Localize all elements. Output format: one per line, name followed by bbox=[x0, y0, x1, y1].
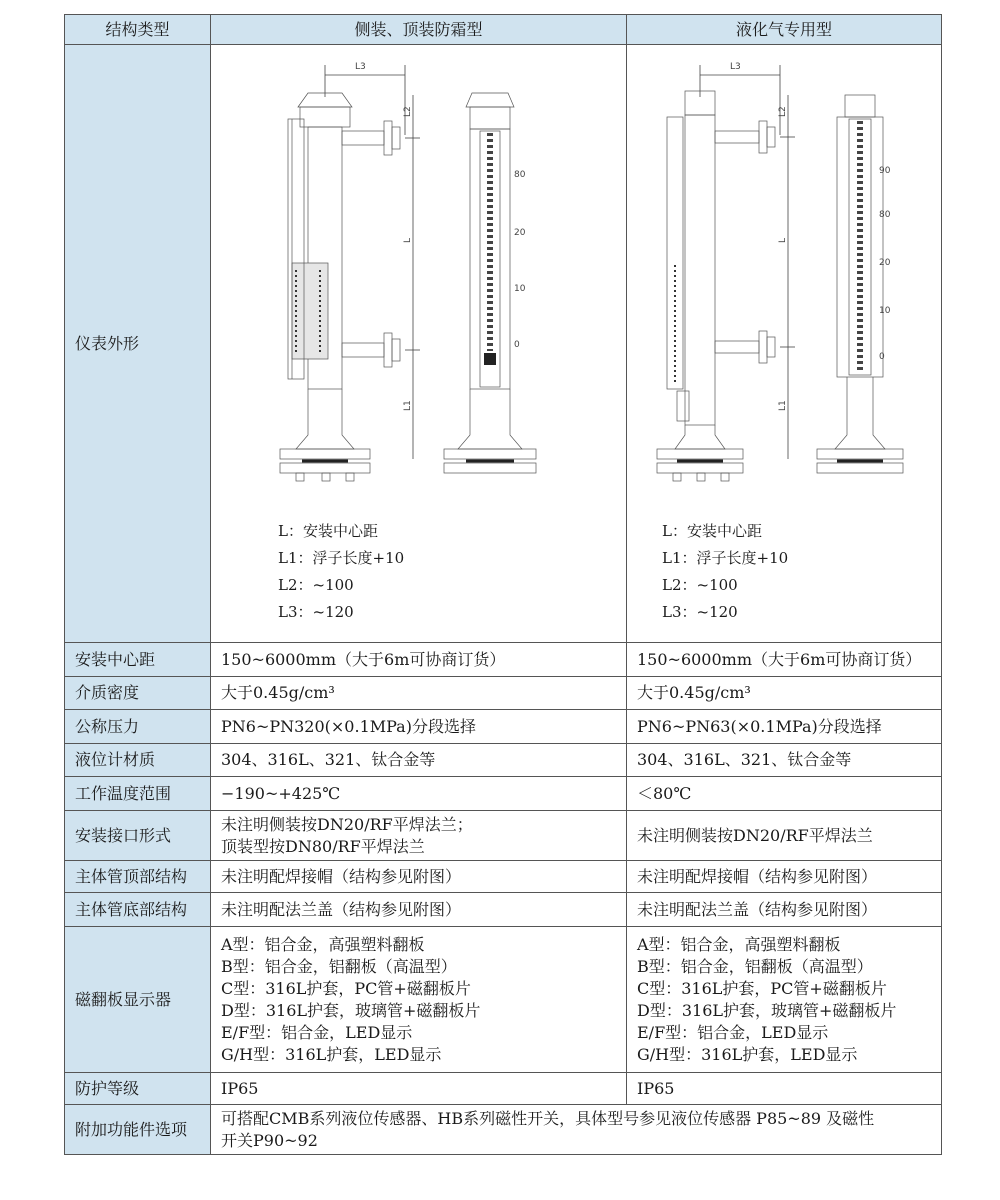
spec-row-label: 防护等级 bbox=[65, 1073, 211, 1105]
spec-value-left bbox=[211, 744, 627, 777]
spec-value-left bbox=[211, 1073, 627, 1105]
extra-row bbox=[65, 1105, 942, 1155]
spec-value-line: 顶装型按DN80/RF平焊法兰 bbox=[221, 836, 425, 856]
spec-row bbox=[65, 777, 942, 811]
spec-row bbox=[65, 811, 942, 861]
spec-value-line: 未注明配法兰盖（结构参见附图） bbox=[637, 899, 878, 919]
scale-left bbox=[514, 170, 526, 350]
spec-value-line: ＜80℃ bbox=[637, 783, 692, 803]
extra-line-2: 开关P90~92 bbox=[221, 1130, 318, 1150]
spec-value-left bbox=[211, 777, 627, 811]
spec-value-right bbox=[627, 893, 942, 927]
scale-right-80: 80 bbox=[879, 210, 891, 220]
spec-row-label: 安装接口形式 bbox=[65, 811, 211, 861]
spec-value-left bbox=[211, 677, 627, 710]
legend-right bbox=[662, 518, 788, 626]
legend-left-l: L：安装中心距 bbox=[278, 522, 378, 540]
legend-right-l: L：安装中心距 bbox=[662, 522, 762, 540]
spec-row-label: 工作温度范围 bbox=[65, 777, 211, 811]
scale-right-10: 10 bbox=[879, 306, 891, 316]
dim-l1-right: L1 bbox=[778, 400, 788, 411]
spec-value-line: A型：铝合金，高强塑料翻板 bbox=[637, 934, 841, 954]
spec-value-right bbox=[627, 710, 942, 744]
spec-row-label: 安装中心距 bbox=[65, 643, 211, 677]
spec-value-line: IP65 bbox=[637, 1078, 675, 1098]
spec-row bbox=[65, 893, 942, 927]
scale-left-80: 80 bbox=[514, 170, 526, 180]
spec-value-line: G/H型：316L护套，LED显示 bbox=[637, 1044, 858, 1064]
spec-value-line: D型：316L护套，玻璃管+磁翻板片 bbox=[637, 1000, 897, 1020]
spec-row bbox=[65, 744, 942, 777]
spec-value-left bbox=[211, 643, 627, 677]
scale-left-0: 0 bbox=[514, 340, 520, 350]
spec-row-label: 介质密度 bbox=[65, 677, 211, 710]
header-type: 结构类型 bbox=[65, 15, 211, 45]
spec-value-right bbox=[627, 811, 942, 861]
spec-row bbox=[65, 861, 942, 893]
scale-left-10: 10 bbox=[514, 284, 526, 294]
spec-value-line: 150~6000mm（大于6m可协商订货） bbox=[637, 649, 922, 669]
spec-value-line: E/F型：铝合金，LED显示 bbox=[221, 1022, 413, 1042]
spec-row bbox=[65, 677, 942, 710]
spec-row bbox=[65, 1073, 942, 1105]
extra-row-text bbox=[211, 1105, 942, 1155]
spec-value-right bbox=[627, 777, 942, 811]
spec-row-label: 主体管底部结构 bbox=[65, 893, 211, 927]
header-side-top-model: 侧装、顶装防霜型 bbox=[211, 15, 627, 45]
spec-value-left bbox=[211, 811, 627, 861]
legend-left-l1: L1：浮子长度+10 bbox=[278, 549, 405, 567]
spec-row-label: 公称压力 bbox=[65, 710, 211, 744]
spec-row bbox=[65, 643, 942, 677]
spec-value-line: 大于0.45g/cm³ bbox=[637, 683, 751, 702]
spec-value-right bbox=[627, 643, 942, 677]
spec-value-right bbox=[627, 1073, 942, 1105]
legend-right-l1: L1：浮子长度+10 bbox=[662, 549, 789, 567]
spec-row bbox=[65, 710, 942, 744]
legend-right-l2: L2：~100 bbox=[662, 576, 738, 594]
drawing-left bbox=[270, 55, 560, 495]
extra-row-label: 附加功能件选项 bbox=[65, 1105, 211, 1155]
spec-value-line: B型：铝合金，铝翻板（高温型） bbox=[221, 956, 457, 976]
spec-value-line: PN6~PN63(×0.1MPa)分段选择 bbox=[637, 716, 882, 736]
scale-right-0: 0 bbox=[879, 352, 885, 362]
spec-value-line: IP65 bbox=[221, 1078, 259, 1098]
legend-left-l2: L2：~100 bbox=[278, 576, 354, 594]
dim-l2-left: L2 bbox=[403, 106, 413, 117]
spec-value-line: A型：铝合金，高强塑料翻板 bbox=[221, 934, 425, 954]
legend-right-l3: L3：~120 bbox=[662, 603, 738, 621]
spec-value-line: 未注明配焊接帽（结构参见附图） bbox=[221, 866, 462, 886]
legend-left-l3: L3：~120 bbox=[278, 603, 354, 621]
spec-value-line: 304、316L、321、钛合金等 bbox=[637, 750, 852, 769]
spec-value-line: 未注明配焊接帽（结构参见附图） bbox=[637, 866, 878, 886]
spec-value-left bbox=[211, 893, 627, 927]
header-lpg-model: 液化气专用型 bbox=[627, 15, 942, 45]
spec-value-right bbox=[627, 861, 942, 893]
dim-l3-left: L3 bbox=[355, 62, 366, 72]
spec-value-line: 未注明侧装按DN20/RF平焊法兰； bbox=[221, 814, 473, 834]
scale-right bbox=[879, 166, 891, 362]
spec-value-line: B型：铝合金，铝翻板（高温型） bbox=[637, 956, 873, 976]
spec-value-right bbox=[627, 677, 942, 710]
spec-value-line: C型：316L护套，PC管+磁翻板片 bbox=[637, 978, 887, 998]
spec-value-line: 大于0.45g/cm³ bbox=[221, 683, 335, 702]
spec-value-line: 未注明侧装按DN20/RF平焊法兰 bbox=[637, 825, 873, 845]
scale-right-90: 90 bbox=[879, 166, 891, 176]
spec-value-right bbox=[627, 744, 942, 777]
dim-l2-right: L2 bbox=[778, 106, 788, 117]
legend-left bbox=[278, 518, 404, 626]
spec-value-line: −190~+425℃ bbox=[221, 783, 341, 803]
dim-l3-right: L3 bbox=[730, 62, 741, 72]
spec-value-line: D型：316L护套，玻璃管+磁翻板片 bbox=[221, 1000, 481, 1020]
dim-l-right: L bbox=[778, 237, 788, 243]
spec-value-line: E/F型：铝合金，LED显示 bbox=[637, 1022, 829, 1042]
spec-value-line: 150~6000mm（大于6m可协商订货） bbox=[221, 649, 506, 669]
spec-row-label: 液位计材质 bbox=[65, 744, 211, 777]
dim-l1-left: L1 bbox=[403, 400, 413, 411]
spec-value-line: 未注明配法兰盖（结构参见附图） bbox=[221, 899, 462, 919]
extra-line-1: 可搭配CMB系列液位传感器、HB系列磁性开关，具体型号参见液位传感器 P85~89 及磁性 bbox=[221, 1108, 875, 1128]
scale-left-20: 20 bbox=[514, 228, 526, 238]
spec-value-line: 304、316L、321、钛合金等 bbox=[221, 750, 436, 769]
spec-value-line: G/H型：316L护套，LED显示 bbox=[221, 1044, 442, 1064]
figure-row-label: 仪表外形 bbox=[65, 45, 211, 643]
spec-value-left bbox=[211, 710, 627, 744]
spec-value-left bbox=[211, 861, 627, 893]
spec-value-left bbox=[211, 927, 627, 1073]
spec-row-label: 磁翻板显示器 bbox=[65, 927, 211, 1073]
header-row bbox=[65, 15, 942, 45]
spec-value-line: C型：316L护套，PC管+磁翻板片 bbox=[221, 978, 471, 998]
spec-value-line: PN6~PN320(×0.1MPa)分段选择 bbox=[221, 716, 476, 736]
spec-row-label: 主体管顶部结构 bbox=[65, 861, 211, 893]
spec-value-right bbox=[627, 927, 942, 1073]
spec-row bbox=[65, 927, 942, 1073]
scale-right-20: 20 bbox=[879, 258, 891, 268]
drawing-right bbox=[655, 55, 915, 495]
dim-l-left: L bbox=[403, 237, 413, 243]
